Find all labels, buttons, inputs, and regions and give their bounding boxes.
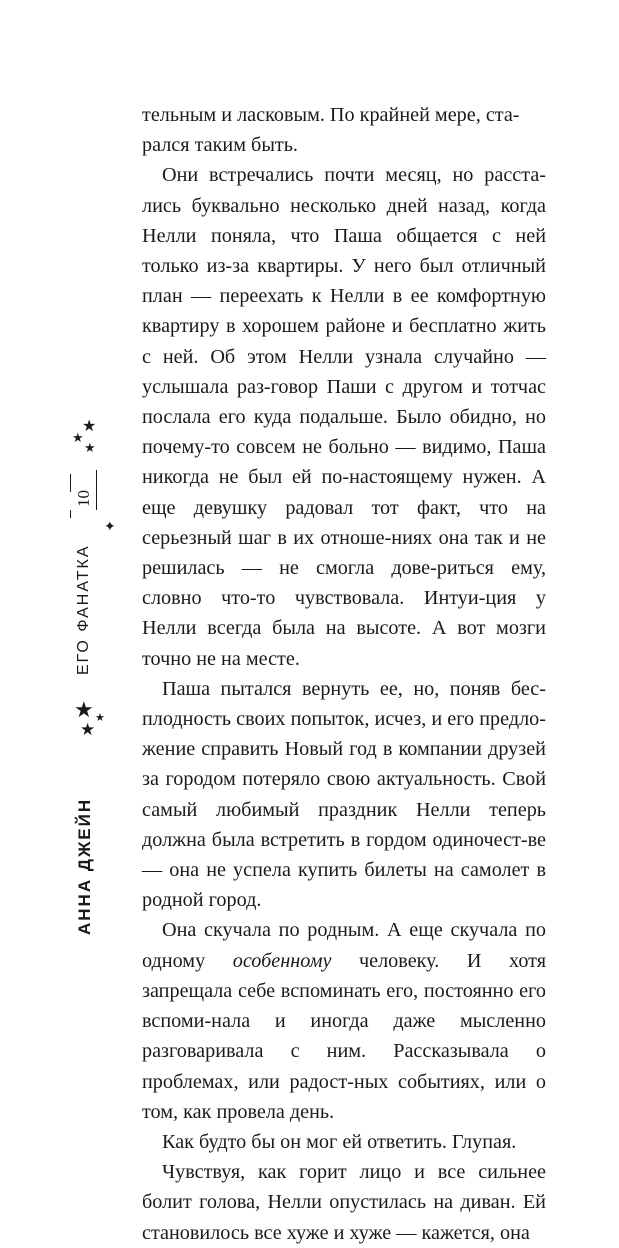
- rule-short: [70, 510, 71, 518]
- rule-top: [96, 470, 97, 510]
- sparkle-icon: ✦: [104, 519, 116, 535]
- star-icon: ★: [72, 431, 84, 446]
- paragraph: Чувствуя, как горит лицо и все сильнее болит голова, Нелли опустилась на диван. Ей становилось все хуже и хуже — кажется, она: [142, 1161, 546, 1244]
- paragraph: тельным и ласковым. По крайней мере, ста- рался таким быть.: [142, 104, 520, 157]
- paragraph: Они встречались почти месяц, но расста-лись буквально несколько дней назад, когда Нелли поняла, что Паша общается с ней только из-за квартиры. У него был отличный план — переехать к Нелли в ее комфортную квартиру в хорошем районе и бесплатно жить с ней. Об этом Нелли узнала случайно — услышала раз-говор Паши с другом и тотчас послала его куда подальше. Было обидно, но почему-то совсем не больно — видимо, Паша никогда не был ей по-настоящему нужен. А еще девушку радовал тот факт, что на серьезный шаг в их отноше-ниях она так и не решилась — не смогла дове-риться ему, словно что-то чувствовала. Интуи-ция у Нелли всегда была на высоте. А вот мозги точно не на месте.: [142, 164, 546, 670]
- star-icon: ★: [84, 441, 96, 456]
- star-icon: ★: [95, 711, 105, 724]
- author-name: АННА ДЖЕЙН: [75, 797, 94, 935]
- star-icon: ★: [74, 698, 94, 723]
- page-number: 10: [74, 490, 93, 507]
- paragraph: Как будто бы он мог ей ответить. Глупая.: [162, 1130, 517, 1153]
- paragraph: Она скучала по родным. А еще скучала по одному особенному человеку. И хотя запрещала себе вспоминать его, постоянно его вспоми-нала и иногда даже мысленно разговаривала с ним. Рассказывала о проблемах, или радост-ных событиях, или о том, как провела день.: [142, 919, 546, 1123]
- star-icon: ★: [80, 720, 96, 740]
- paragraph: Паша пытался вернуть ее, но, поняв бес-плодность своих попыток, исчез, и его предло-жение справить Новый год в компании друзей за городом потеряло свою актуальность. Свой самый любимый праздник Нелли теперь должна была встретить в гордом одиночест-ве — она не успела купить билеты на самолет в родной город.: [142, 677, 546, 912]
- star-icon: ★: [82, 416, 97, 435]
- body-text: [142, 100, 546, 1248]
- book-title: ЕГО ФАНАТКА: [75, 544, 92, 675]
- emphasis: особенному: [232, 949, 332, 972]
- rule-short: [70, 474, 71, 492]
